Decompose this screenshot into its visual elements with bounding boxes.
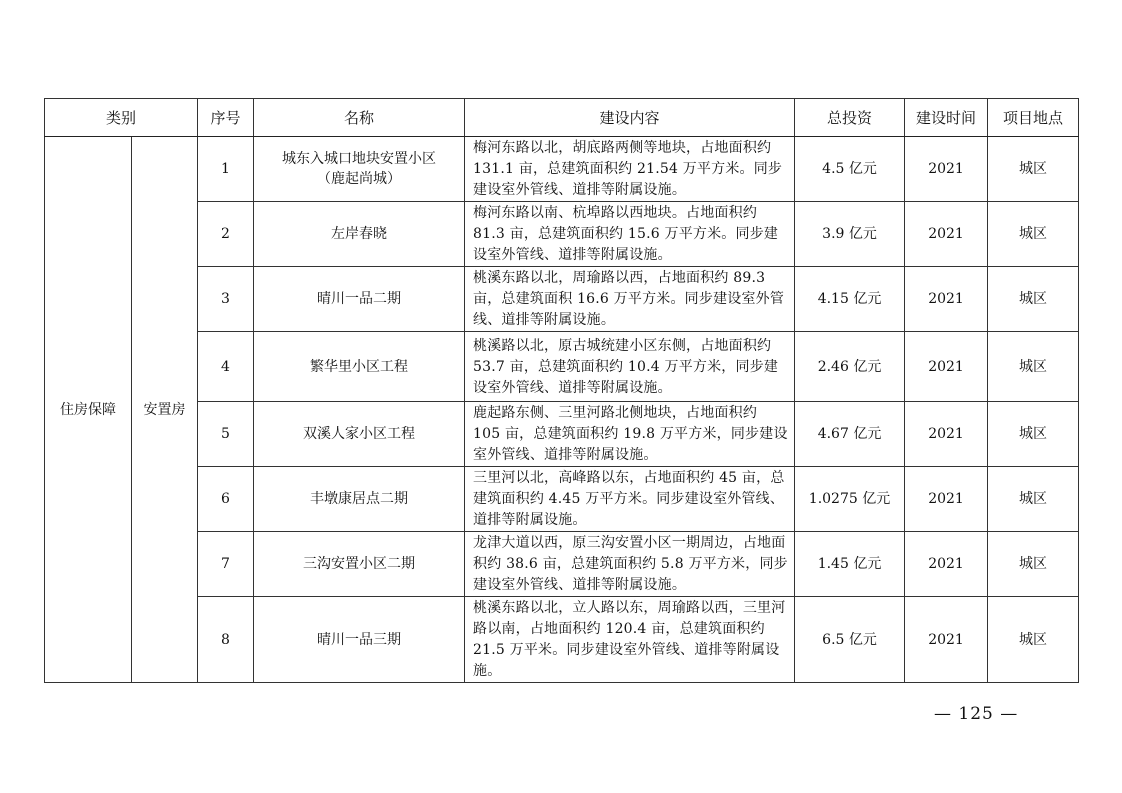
location-cell: 城区 <box>988 532 1079 597</box>
investment-cell: 4.67 亿元 <box>795 402 905 467</box>
content-cell: 梅河东路以北，胡底路两侧等地块，占地面积约 131.1 亩，总建筑面积约 21.54 万平方米。同步建设室外管线、道排等附属设施。 <box>465 137 795 202</box>
table-row <box>45 402 1079 467</box>
content-cell: 三里河以北，高峰路以东，占地面积约 45 亩，总建筑面积约 4.45 万平方米。同步建设室外管线、道排等附属设施。 <box>465 467 795 532</box>
name-cell: 双溪人家小区工程 <box>254 402 465 467</box>
time-cell: 2021 <box>905 267 988 332</box>
time-cell: 2021 <box>905 597 988 683</box>
time-cell: 2021 <box>905 332 988 402</box>
name-cell: 城东入城口地块安置小区 （鹿起尚城） <box>254 137 465 202</box>
location-cell: 城区 <box>988 267 1079 332</box>
header-investment: 总投资 <box>795 99 905 137</box>
name-cell: 晴川一品三期 <box>254 597 465 683</box>
seq-cell: 5 <box>198 402 254 467</box>
table-row <box>45 202 1079 267</box>
name-cell: 丰墩康居点二期 <box>254 467 465 532</box>
investment-cell: 4.5 亿元 <box>795 137 905 202</box>
name-cell: 晴川一品二期 <box>254 267 465 332</box>
location-cell: 城区 <box>988 467 1079 532</box>
content-cell: 桃溪路以北，原古城统建小区东侧，占地面积约 53.7 亩，总建筑面积约 10.4 万平方米，同步建设室外管线、道排等附属设施。 <box>465 332 795 402</box>
investment-cell: 3.9 亿元 <box>795 202 905 267</box>
location-cell: 城区 <box>988 332 1079 402</box>
table-row <box>45 137 1079 202</box>
content-cell: 龙津大道以西，原三沟安置小区一期周边，占地面积约 38.6 亩，总建筑面积约 5.8 万平方米，同步建设室外管线、道排等附属设施。 <box>465 532 795 597</box>
seq-cell: 6 <box>198 467 254 532</box>
name-cell: 左岸春晓 <box>254 202 465 267</box>
seq-cell: 3 <box>198 267 254 332</box>
name-cell: 三沟安置小区二期 <box>254 532 465 597</box>
content-cell: 桃溪东路以北，立人路以东，周瑜路以西，三里河路以南，占地面积约 120.4 亩，总建筑面积约 21.5 万平米。同步建设室外管线、道排等附属设施。 <box>465 597 795 683</box>
content-cell: 桃溪东路以北，周瑜路以西，占地面积约 89.3 亩，总建筑面积 16.6 万平方米。同步建设室外管线、道排等附属设施。 <box>465 267 795 332</box>
time-cell: 2021 <box>905 137 988 202</box>
table-row <box>45 597 1079 683</box>
category-sub-cell: 安置房 <box>132 137 198 683</box>
location-cell: 城区 <box>988 137 1079 202</box>
table-row <box>45 467 1079 532</box>
time-cell: 2021 <box>905 202 988 267</box>
header-category: 类别 <box>45 99 198 137</box>
investment-cell: 4.15 亿元 <box>795 267 905 332</box>
time-cell: 2021 <box>905 532 988 597</box>
investment-cell: 2.46 亿元 <box>795 332 905 402</box>
page-number: — 125 — <box>934 704 1019 724</box>
table-row <box>45 332 1079 402</box>
header-row <box>45 99 1079 137</box>
seq-cell: 1 <box>198 137 254 202</box>
content-cell: 鹿起路东侧、三里河路北侧地块，占地面积约 105 亩，总建筑面积约 19.8 万平方米，同步建设室外管线、道排等附属设施。 <box>465 402 795 467</box>
seq-cell: 7 <box>198 532 254 597</box>
seq-cell: 4 <box>198 332 254 402</box>
investment-cell: 6.5 亿元 <box>795 597 905 683</box>
project-table <box>44 98 1079 683</box>
seq-cell: 2 <box>198 202 254 267</box>
header-name: 名称 <box>254 99 465 137</box>
table-row <box>45 267 1079 332</box>
header-location: 项目地点 <box>988 99 1079 137</box>
investment-cell: 1.45 亿元 <box>795 532 905 597</box>
time-cell: 2021 <box>905 402 988 467</box>
table-row <box>45 532 1079 597</box>
header-seq: 序号 <box>198 99 254 137</box>
header-content: 建设内容 <box>465 99 795 137</box>
name-cell: 繁华里小区工程 <box>254 332 465 402</box>
header-time: 建设时间 <box>905 99 988 137</box>
content-cell: 梅河东路以南、杭埠路以西地块。占地面积约 81.3 亩，总建筑面积约 15.6 万平方米。同步建设室外管线、道排等附属设施。 <box>465 202 795 267</box>
time-cell: 2021 <box>905 467 988 532</box>
location-cell: 城区 <box>988 202 1079 267</box>
investment-cell: 1.0275 亿元 <box>795 467 905 532</box>
seq-cell: 8 <box>198 597 254 683</box>
location-cell: 城区 <box>988 597 1079 683</box>
category-main-cell: 住房保障 <box>45 137 132 683</box>
location-cell: 城区 <box>988 402 1079 467</box>
